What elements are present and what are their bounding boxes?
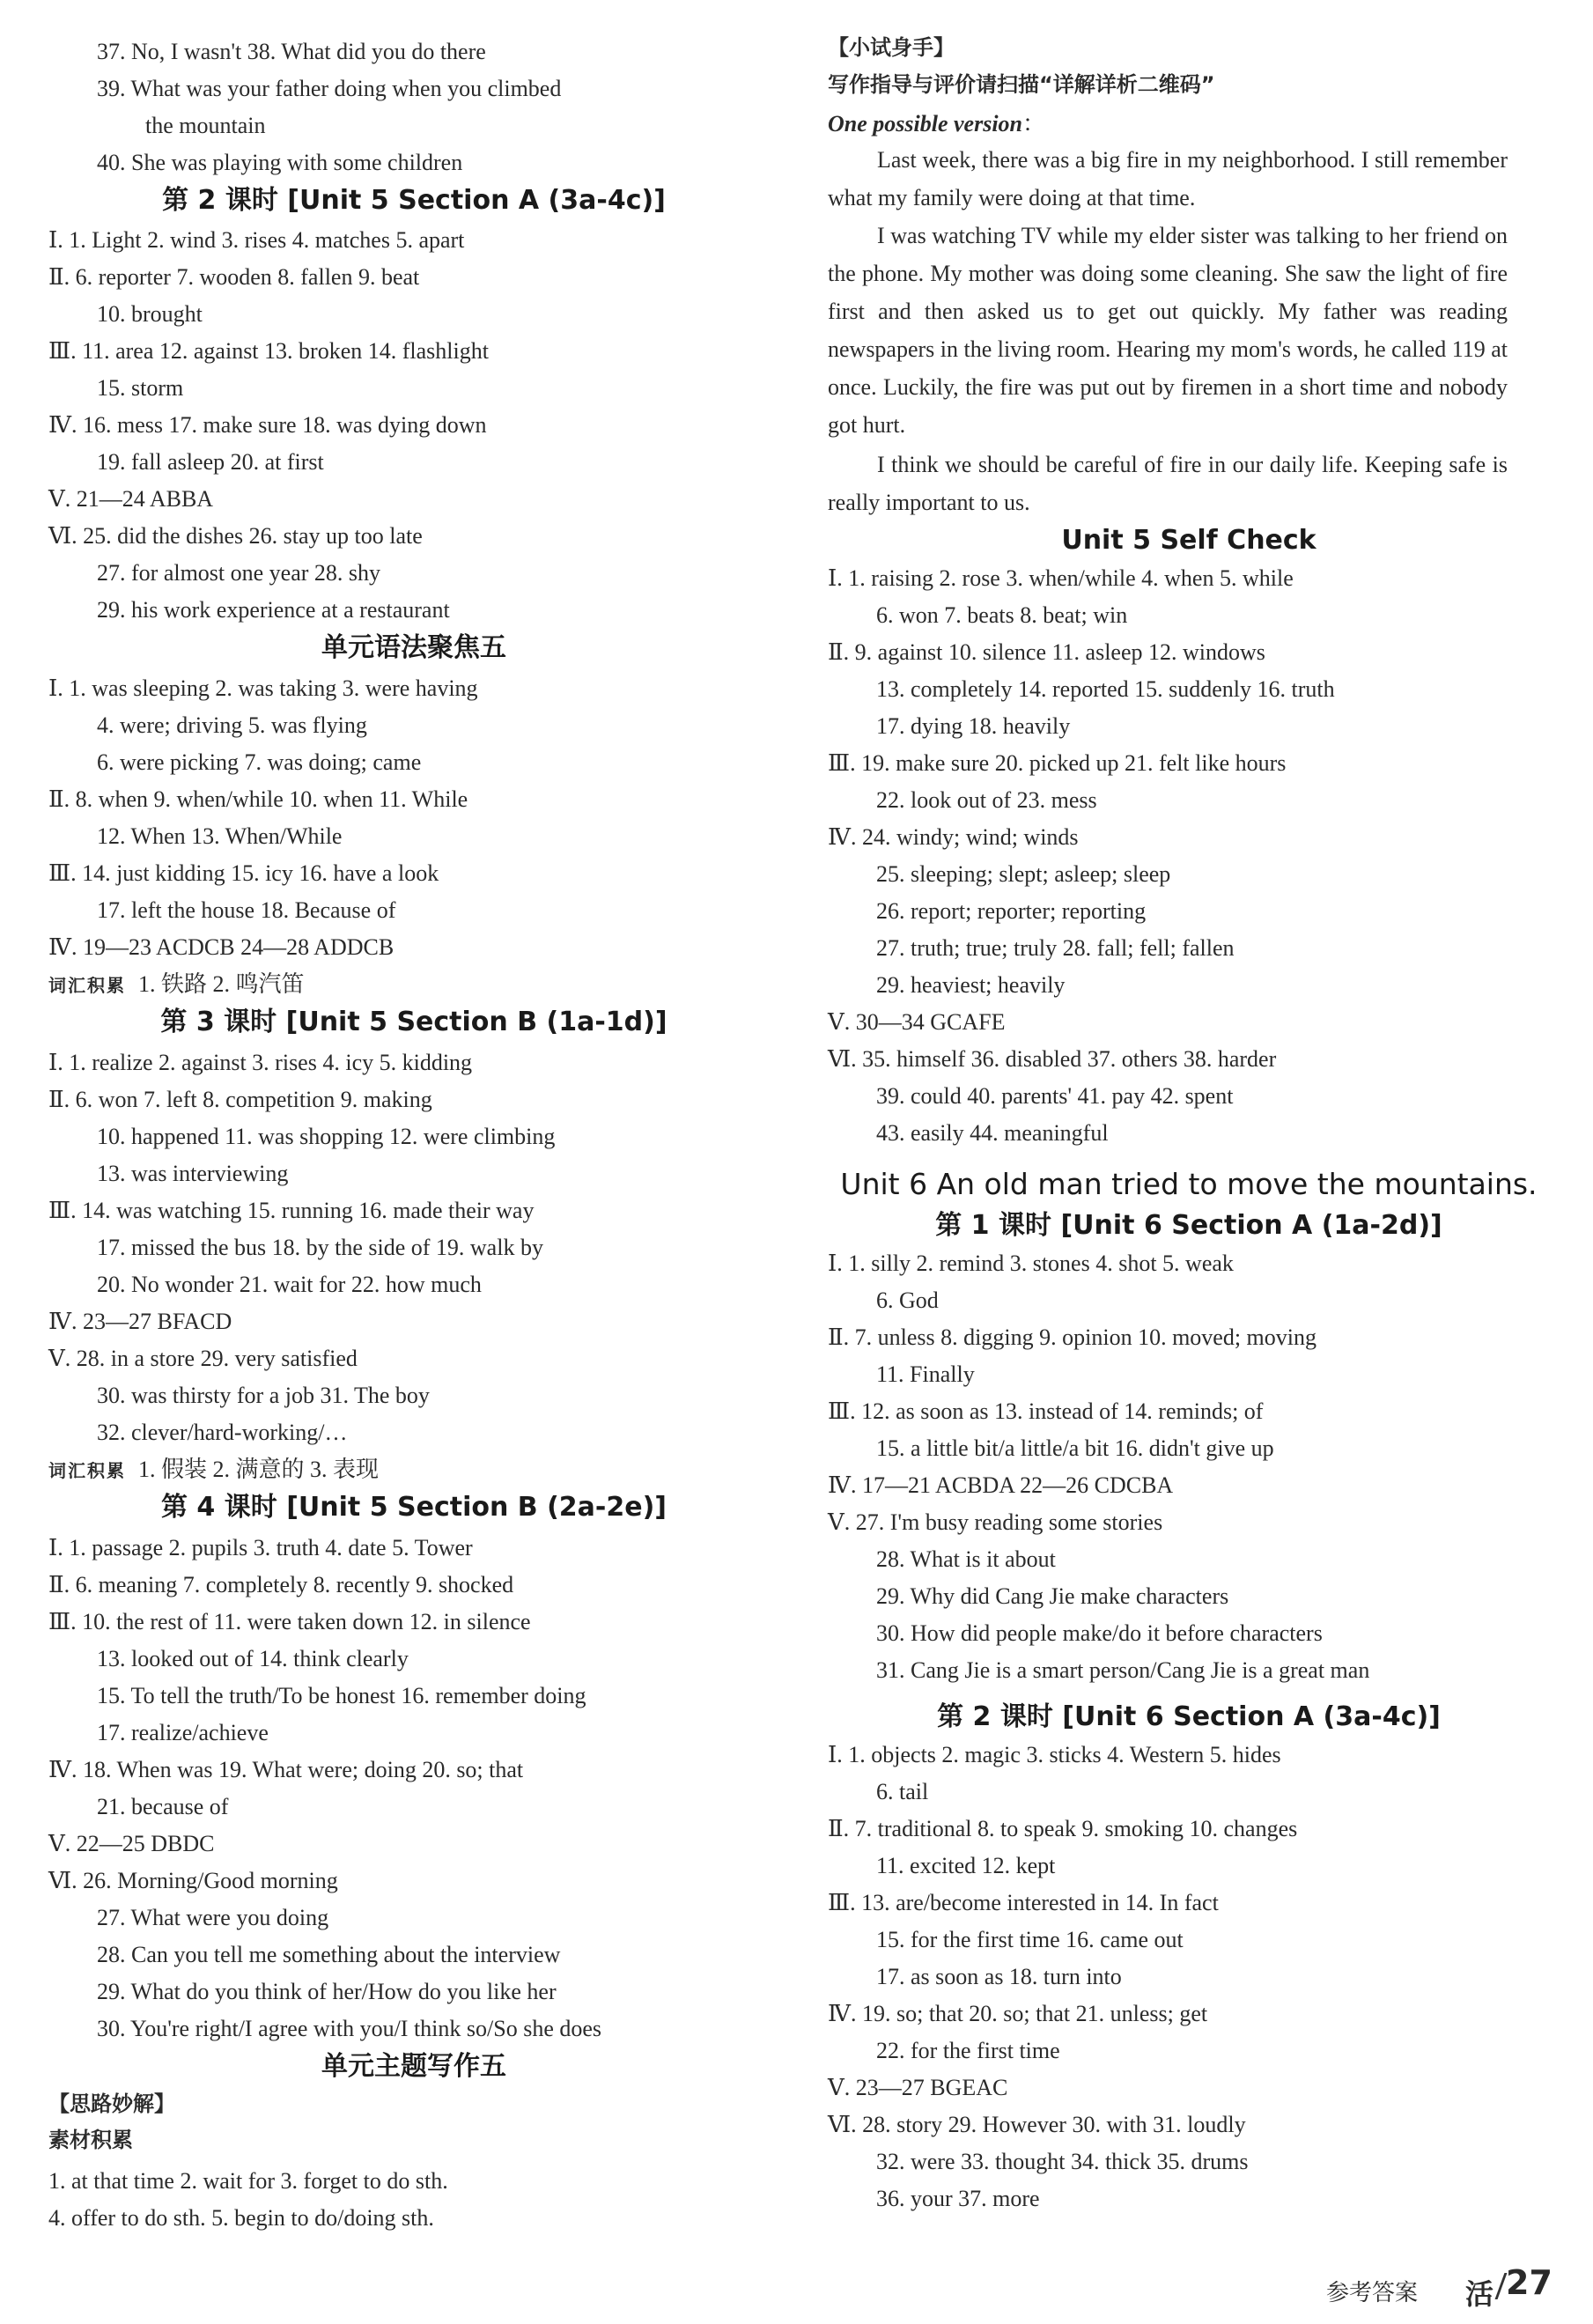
answer-line: Ⅵ. 35. himself 36. disabled 37. others 38. harder xyxy=(828,1046,1277,1072)
answer-line: Ⅱ. 6. won 7. left 8. competition 9. making xyxy=(48,1087,432,1112)
answer-line: Ⅲ. 14. was watching 15. running 16. made their way xyxy=(48,1198,535,1223)
bracket-label: 【思路妙解】 xyxy=(48,2092,175,2116)
answer-line: 29. Why did Cang Jie make characters xyxy=(876,1583,1229,1609)
answer-line: Ⅵ. 26. Morning/Good morning xyxy=(48,1868,338,1893)
bracket-label: 素材积累 xyxy=(48,2128,133,2152)
vocab-text: 1. 假装 2. 满意的 3. 表现 xyxy=(138,1457,380,1482)
answer-line: 10. happened 11. was shopping 12. were climbing xyxy=(97,1124,556,1149)
answer-line: 37. No, I wasn't 38. What did you do there xyxy=(97,39,486,64)
answer-line: Ⅳ. 17—21 ACBDA 22—26 CDCBA xyxy=(828,1472,1174,1498)
answer-line: 27. What were you doing xyxy=(97,1905,329,1930)
section-heading: 单元语法聚焦五 xyxy=(321,632,506,663)
answer-line: 17. as soon as 18. turn into xyxy=(876,1964,1122,1989)
vocab-line xyxy=(48,970,305,1000)
answer-line: 20. No wonder 21. wait for 22. how much xyxy=(97,1272,482,1297)
answer-line: Ⅴ. 27. I'm busy reading some stories xyxy=(828,1509,1163,1535)
answer-line: Ⅲ. 19. make sure 20. picked up 21. felt like hours xyxy=(828,750,1287,776)
answer-line: Ⅳ. 23—27 BFACD xyxy=(48,1309,232,1334)
section-heading: Unit 5 Self Check xyxy=(1061,525,1316,556)
version-colon: ： xyxy=(1022,111,1046,136)
answer-line: 6. won 7. beats 8. beat; win xyxy=(876,602,1128,628)
version-label xyxy=(828,109,1045,139)
section-heading: 第 4 课时 [Unit 5 Section B (2a-2e)] xyxy=(160,1492,667,1523)
answer-line: 4. were; driving 5. was flying xyxy=(97,712,367,738)
answer-line: 17. left the house 18. Because of xyxy=(97,897,396,923)
answer-line: 13. completely 14. reported 15. suddenly 16. truth xyxy=(876,676,1335,702)
answer-line: 11. excited 12. kept xyxy=(876,1853,1056,1878)
answer-line: Ⅴ. 30—34 GCAFE xyxy=(828,1009,1006,1035)
answer-line: 22. for the first time xyxy=(876,2038,1060,2063)
answer-line: 29. What do you think of her/How do you like her xyxy=(97,1979,557,2004)
answer-line: 40. She was playing with some children xyxy=(97,150,463,175)
answer-line: 31. Cang Jie is a smart person/Cang Jie is a great man xyxy=(876,1657,1370,1683)
vocab-line xyxy=(48,1455,379,1486)
answer-line: 39. could 40. parents' 41. pay 42. spent xyxy=(876,1083,1234,1109)
vocab-text: 1. 铁路 2. 鸣汽笛 xyxy=(138,971,305,997)
answer-line: 29. heaviest; heavily xyxy=(876,972,1066,998)
answer-line: 28. Can you tell me something about the interview xyxy=(97,1942,561,1967)
essay-paragraph: Last week, there was a big fire in my neighborhood. I still remember what my family were doing at that time. xyxy=(828,147,1508,210)
answer-line: Ⅴ. 28. in a store 29. very satisfied xyxy=(48,1346,358,1371)
answer-line: Ⅱ. 9. against 10. silence 11. asleep 12. windows xyxy=(828,639,1265,665)
essay-paragraph: I think we should be careful of fire in our daily life. Keeping safe is really important to us. xyxy=(828,452,1508,515)
answer-line: Ⅳ. 18. When was 19. What were; doing 20. so; that xyxy=(48,1757,524,1782)
answer-line: 17. missed the bus 18. by the side of 19. walk by xyxy=(97,1235,543,1260)
answer-line: 27. for almost one year 28. shy xyxy=(97,560,381,586)
answer-line: Ⅱ. 6. meaning 7. completely 8. recently 9. shocked xyxy=(48,1572,514,1597)
answer-line: 26. report; reporter; reporting xyxy=(876,898,1147,924)
answer-line: Ⅰ. 1. realize 2. against 3. rises 4. icy 5. kidding xyxy=(48,1050,473,1075)
answer-line: Ⅲ. 10. the rest of 11. were taken down 12. in silence xyxy=(48,1609,531,1634)
section-heading: 第 2 课时 [Unit 5 Section A (3a-4c)] xyxy=(162,185,666,216)
writing-guide-note: 写作指导与评价请扫描“详解详析二维码” xyxy=(828,72,1215,97)
vocab-tag: 词汇积累 xyxy=(48,975,126,996)
section-heading: 第 3 课时 [Unit 5 Section B (1a-1d)] xyxy=(160,1007,667,1037)
answer-line: Ⅲ. 11. area 12. against 13. broken 14. flashlight xyxy=(48,338,489,364)
answer-line: 15. for the first time 16. came out xyxy=(876,1927,1184,1952)
answer-line: 36. your 37. more xyxy=(876,2186,1040,2211)
answer-line: 13. was interviewing xyxy=(97,1161,289,1186)
answer-line: 32. were 33. thought 34. thick 35. drums xyxy=(876,2149,1249,2174)
answer-line: 28. What is it about xyxy=(876,1546,1056,1572)
answer-line: Ⅴ. 23—27 BGEAC xyxy=(828,2075,1008,2100)
answer-line: Ⅰ. 1. silly 2. remind 3. stones 4. shot 5. weak xyxy=(828,1251,1234,1276)
answer-line: Ⅰ. 1. Light 2. wind 3. rises 4. matches 5. apart xyxy=(48,227,465,253)
footer-label: 参考答案 xyxy=(1326,2280,1419,2306)
answer-line: Ⅳ. 19—23 ACDCB 24—28 ADDCB xyxy=(48,934,395,960)
answer-line: 11. Finally xyxy=(876,1361,975,1387)
section-heading: 第 1 课时 [Unit 6 Section A (1a-2d)] xyxy=(935,1210,1442,1241)
answer-line: 39. What was your father doing when you climbed xyxy=(97,76,562,101)
answer-line: Ⅲ. 14. just kidding 15. icy 16. have a look xyxy=(48,860,439,886)
answer-line: Ⅴ. 22—25 DBDC xyxy=(48,1831,215,1856)
answer-line: Ⅱ. 8. when 9. when/while 10. when 11. While xyxy=(48,786,468,812)
answer-line: Ⅳ. 16. mess 17. make sure 18. was dying down xyxy=(48,412,487,438)
answer-line: Ⅴ. 21—24 ABBA xyxy=(48,486,214,512)
answer-line: 30. How did people make/do it before characters xyxy=(876,1620,1323,1646)
answer-line: 17. dying 18. heavily xyxy=(876,713,1071,739)
answer-line: 12. When 13. When/While xyxy=(97,823,343,849)
answer-line: Ⅳ. 24. windy; wind; winds xyxy=(828,824,1079,850)
answer-line: Ⅰ. 1. objects 2. magic 3. sticks 4. Western 5. hides xyxy=(828,1742,1281,1767)
answer-line: the mountain xyxy=(145,113,266,138)
version-text: One possible version xyxy=(828,111,1022,136)
answer-line: Ⅱ. 6. reporter 7. wooden 8. fallen 9. beat xyxy=(48,264,420,290)
answer-line: Ⅰ. 1. passage 2. pupils 3. truth 4. date 5. Tower xyxy=(48,1535,473,1560)
answer-line: 22. look out of 23. mess xyxy=(876,787,1097,813)
answer-line: 29. his work experience at a restaurant xyxy=(97,597,450,623)
answer-line: 30. You're right/I agree with you/I think so/So she does xyxy=(97,2016,602,2041)
section-heading: 第 2 课时 [Unit 6 Section A (3a-4c)] xyxy=(937,1701,1441,1732)
answer-line: 15. To tell the truth/To be honest 16. remember doing xyxy=(97,1683,586,1708)
answer-line: 10. brought xyxy=(97,301,203,327)
answer-line: 27. truth; true; truly 28. fall; fell; fallen xyxy=(876,935,1235,961)
answer-line: Ⅲ. 12. as soon as 13. instead of 14. reminds; of xyxy=(828,1398,1264,1424)
answer-line: Ⅰ. 1. was sleeping 2. was taking 3. were having xyxy=(48,675,478,701)
page-number: 27 xyxy=(1506,2263,1552,2302)
answer-line: 19. fall asleep 20. at first xyxy=(97,449,324,475)
answer-line: Ⅱ. 7. traditional 8. to speak 9. smoking 10. changes xyxy=(828,1816,1298,1841)
answer-line: 21. because of xyxy=(97,1794,229,1819)
section-heading: Unit 6 An old man tried to move the mountains. xyxy=(840,1167,1538,1201)
answer-line: 43. easily 44. meaningful xyxy=(876,1120,1109,1146)
answer-line: 15. storm xyxy=(97,375,184,401)
try-it-tag: 【小试身手】 xyxy=(828,35,955,60)
answer-line: 4. offer to do sth. 5. begin to do/doing sth. xyxy=(48,2205,434,2231)
answer-line: 1. at that time 2. wait for 3. forget to do sth. xyxy=(48,2168,448,2194)
answer-line: 32. clever/hard-working/… xyxy=(97,1420,348,1445)
answer-line: 13. looked out of 14. think clearly xyxy=(97,1646,409,1671)
answer-line: 6. tail xyxy=(876,1779,929,1804)
answer-line: Ⅱ. 7. unless 8. digging 9. opinion 10. moved; moving xyxy=(828,1324,1317,1350)
answer-line: 25. sleeping; slept; asleep; sleep xyxy=(876,861,1171,887)
answer-line: Ⅲ. 13. are/become interested in 14. In fact xyxy=(828,1890,1219,1915)
section-heading: 单元主题写作五 xyxy=(321,2051,506,2082)
answer-line: 15. a little bit/a little/a bit 16. didn't give up xyxy=(876,1435,1274,1461)
answer-line: Ⅰ. 1. raising 2. rose 3. when/while 4. when 5. while xyxy=(828,565,1294,591)
answer-line: Ⅵ. 28. story 29. However 30. with 31. loudly xyxy=(828,2112,1246,2137)
vocab-tag: 词汇积累 xyxy=(48,1460,126,1481)
answer-line: Ⅵ. 25. did the dishes 26. stay up too late xyxy=(48,523,423,549)
essay-paragraph: I was watching TV while my elder sister was talking to her friend on the phone. My mother was doing some cleaning. She saw the light of fire first and then asked us to get out quickly. My father was reading newspapers in the living room. Hearing my mom's words, he called 119 at once. Luckily, the fire was put out by firemen in a short time and nobody got hurt. xyxy=(828,223,1508,438)
footer-brand: 活 xyxy=(1465,2277,1494,2311)
answer-line: 6. God xyxy=(876,1287,939,1313)
answer-line: 17. realize/achieve xyxy=(97,1720,269,1745)
answer-line: Ⅳ. 19. so; that 20. so; that 21. unless; get xyxy=(828,2001,1208,2026)
answer-line: 6. were picking 7. was doing; came xyxy=(97,749,422,775)
answer-line: 30. was thirsty for a job 31. The boy xyxy=(97,1383,430,1408)
